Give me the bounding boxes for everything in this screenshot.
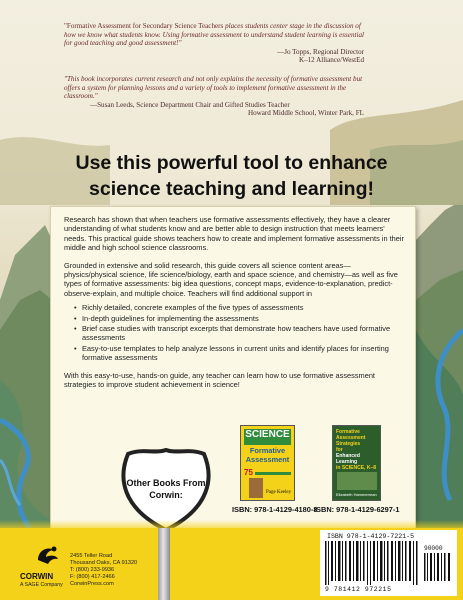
book-isbn: ISBN: 978-1-4129-4180-8 bbox=[232, 505, 318, 514]
barcode-price-icon bbox=[424, 553, 454, 583]
feature-item: • Richly detailed, concrete examples of the five types of assessments bbox=[74, 303, 404, 312]
book-cover-formative-strategies[interactable] bbox=[332, 425, 381, 501]
feature-item: • In-depth guidelines for implementing the assessments bbox=[74, 314, 404, 323]
feature-list bbox=[74, 303, 404, 362]
address-line: Thousand Oaks, CA 91320 bbox=[70, 560, 138, 566]
quote-attribution: —Susan Leeds, Science Department Chair and Gifted Studies Teacher bbox=[90, 100, 290, 109]
book-title-line: Formative bbox=[336, 429, 360, 435]
quote-leeds bbox=[64, 75, 364, 118]
address-line: F: (800) 417-2466 bbox=[70, 574, 115, 580]
feature-item: • Brief case studies with transcript excerpts that demonstrate how teachers have used formative assessments bbox=[74, 324, 404, 343]
publisher-address bbox=[70, 553, 137, 588]
book-title-line: Assessment bbox=[336, 435, 366, 441]
quote-book-title: "Formative Assessment for Secondary Science Teachers bbox=[64, 22, 224, 30]
endorsement-quotes bbox=[64, 22, 364, 128]
headline-line-2: science teaching and learning! bbox=[89, 178, 374, 200]
book-title-line: for bbox=[336, 447, 343, 453]
barcode-price-code: 90000 bbox=[424, 545, 443, 552]
book-cover-image bbox=[337, 472, 377, 490]
address-line: CorwinPress.com bbox=[70, 581, 114, 587]
book-title-line: Learning bbox=[336, 459, 358, 465]
quote-text: "This book incorporates current research and not only explains the necessity of formative assessment but offers a system for planning lessons and a variety of tools to implement formative assessment in the classroom." bbox=[64, 74, 363, 101]
feature-item: • Easy-to-use templates to help analyze lessons in current units and identify places for inserting formative assessments bbox=[74, 344, 404, 363]
headline bbox=[0, 150, 463, 202]
barcode-isbn: ISBN 978-1-4129-7221-5 bbox=[327, 533, 415, 540]
book-author: Elizabeth Hammerman bbox=[336, 492, 377, 497]
publisher-sub: A SAGE Company bbox=[20, 582, 63, 588]
quote-attribution: —Jo Topps, Regional Director bbox=[277, 47, 364, 56]
address-line: T: (800) 233-9936 bbox=[70, 567, 115, 573]
quote-topps bbox=[64, 22, 364, 65]
book-title-line: Enhanced bbox=[336, 453, 360, 459]
paragraph-closing: With this easy-to-use, hands-on guide, any teacher can learn how to use formative assessment strategies to improve student achievement in science! bbox=[64, 370, 375, 390]
book-subtitle: Formative bbox=[249, 446, 286, 455]
address-line: 2455 Teller Road bbox=[70, 553, 113, 559]
book-cover-science-formative[interactable] bbox=[240, 425, 295, 501]
book-rule bbox=[255, 472, 291, 475]
quote-attribution-org: K–12 Alliance/WestEd bbox=[298, 56, 364, 65]
book-title-line: in SCIENCE, K–8 bbox=[336, 465, 377, 471]
book-subtitle-2: Assessment bbox=[245, 455, 290, 464]
description-text bbox=[64, 215, 404, 398]
book-author: Page Keeley bbox=[266, 490, 292, 495]
quote-text: places students center stage in the discussion of how we know what students know. Using formative assessment to understand student learning is essential for good teaching and good assessment!" bbox=[64, 22, 364, 48]
book-title-block bbox=[336, 429, 378, 471]
corwin-logo-icon bbox=[32, 540, 64, 572]
paragraph-intro: Research has shown that when teachers use formative assessments effectively, they have a clearer understanding of what students know and are better able to design instruction that meets learners' needs. This practical guide shows teachers how to create and implement formative assessments in their middle and high school science classrooms. bbox=[64, 215, 404, 253]
book-title-line: Strategies bbox=[336, 441, 361, 447]
book-cover-image bbox=[249, 478, 263, 498]
book-isbn: ISBN: 978-1-4129-6297-1 bbox=[314, 505, 400, 514]
quote-attribution-org: Howard Middle School, Winter Park, FL bbox=[247, 109, 364, 118]
paragraph-coverage: Grounded in extensive and solid research, this guide covers all science content areas—physics/physical science, life science/biology, earth and space science, and chemistry—as well as five types of formative assessments: big idea questions, concept maps, evidence-to-explanation, predict-observe-explain, and multiple choice. Teachers will find additional support in bbox=[64, 260, 398, 298]
headline-line-1: Use this powerful tool to enhance bbox=[75, 152, 388, 174]
book-title: SCIENCE bbox=[245, 429, 290, 440]
sign-label: Other Books From Corwin: bbox=[126, 478, 206, 500]
book-badge: 75 bbox=[244, 468, 253, 477]
barcode-number: 9 781412 972215 bbox=[325, 586, 392, 593]
sign-pole-lower bbox=[158, 528, 170, 600]
publisher-logo-text: CORWIN bbox=[20, 572, 54, 581]
barcode-icon bbox=[325, 541, 421, 585]
